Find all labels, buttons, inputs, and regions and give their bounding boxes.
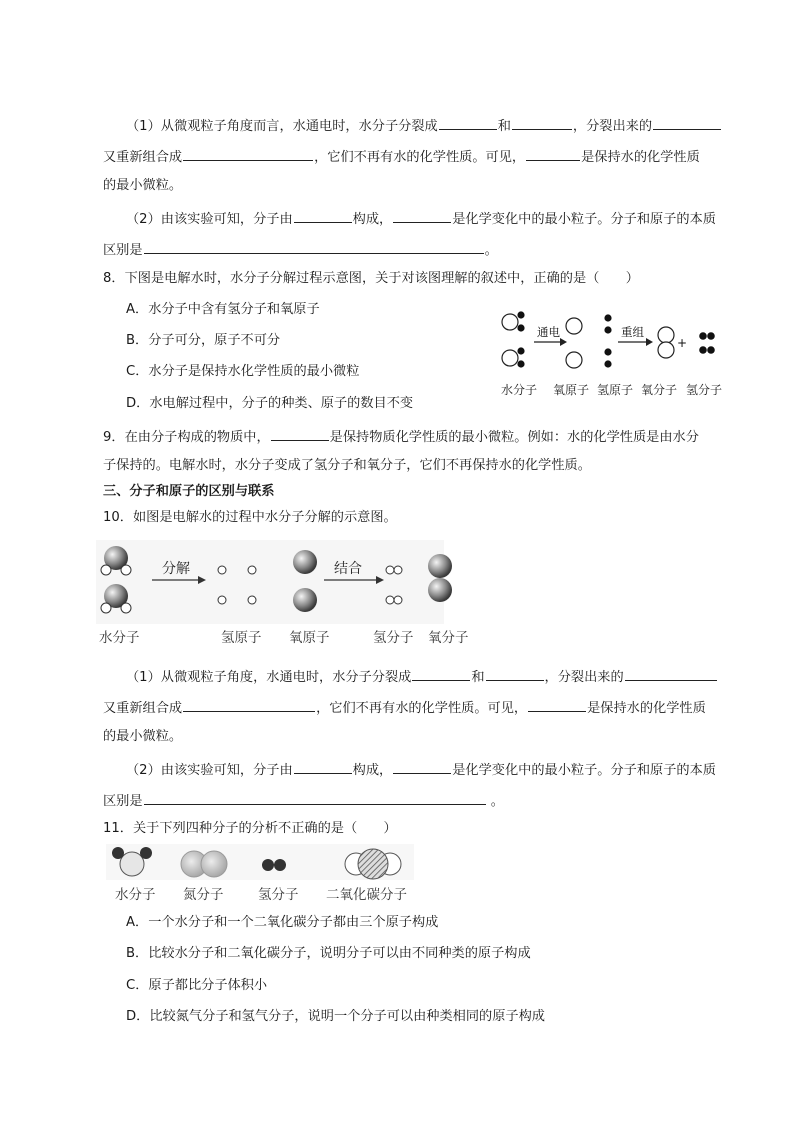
q10-label-oxygen-atom: 氧原子 (289, 630, 330, 646)
q7-part1-line3: 的最小微粒。 (103, 178, 183, 193)
hydrogen-atom-icon (218, 596, 226, 604)
water-molecule-diagram (502, 314, 518, 366)
arrow2-label: 结合 (334, 561, 362, 577)
q8-label-water-molecule: 水分子 (501, 383, 538, 397)
q7-part2-line2: 区别是 。 (103, 239, 498, 260)
nitrogen-atom-icon (201, 851, 227, 877)
oxygen-atom-icon (120, 852, 144, 876)
q8-label-oxygen-molecule: 氧分子 (641, 383, 678, 397)
answer-blank[interactable] (183, 697, 315, 712)
q8-label-hydrogen-molecule: 氢分子 (686, 383, 723, 397)
q10-label-oxygen-molecule: 氧分子 (428, 630, 469, 646)
q8-stem: 8．下图是电解水时，水分子分解过程示意图，关于对该图理解的叙述中，正确的是（ ） (103, 271, 639, 286)
oxygen-atom-icon (293, 550, 317, 574)
hydrogen-atom-icon (218, 566, 226, 574)
hydrogen-atom-icon (386, 566, 394, 574)
hydrogen-atom-diagram (604, 314, 611, 367)
answer-blank[interactable] (625, 666, 717, 681)
q10-stem: 10．如图是电解水的过程中水分子分解的示意图。 (103, 510, 397, 525)
hydrogen-atom-icon (248, 566, 256, 574)
carbon-atom-icon (358, 849, 388, 879)
q9-line2: 子保持的。电解水时，水分子变成了氢分子和氧分子，它们不再保持水的化学性质。 (103, 458, 591, 473)
answer-blank[interactable] (294, 208, 352, 223)
q8-option-a[interactable]: A．水分子中含有氢分子和氧原子 (126, 302, 320, 317)
hydrogen-atom-icon (394, 566, 402, 574)
hydrogen-atom-icon (386, 596, 394, 604)
answer-blank[interactable] (393, 208, 451, 223)
arrow2-label: 重组 (621, 325, 644, 339)
q11-stem: 11．关于下列四种分子的分析不正确的是（ ） (103, 821, 397, 836)
q11-option-d[interactable]: D．比较氮气分子和氢气分子，说明一个分子可以由种类相同的原子构成 (126, 1009, 545, 1024)
answer-blank[interactable] (144, 239, 484, 254)
q11-option-b[interactable]: B．比较水分子和二氧化碳分子，说明分子可以由不同种类的原子构成 (126, 946, 531, 961)
q10-electrolysis-figure (96, 540, 476, 640)
figure-background (96, 540, 444, 624)
answer-blank[interactable] (144, 790, 486, 805)
answer-blank[interactable] (412, 666, 470, 681)
answer-blank[interactable] (294, 759, 352, 774)
q10-label-hydrogen-atom: 氢原子 (221, 630, 262, 646)
oxygen-atom-icon (428, 578, 452, 602)
q11-label-nitrogen-molecule: 氮分子 (183, 887, 224, 903)
q8-label-oxygen-atom: 氧原子 (553, 383, 590, 397)
q10-part2-line2: 区别是 。 (103, 790, 504, 811)
q11-label-carbon-dioxide-molecule: 二氧化碳分子 (326, 887, 407, 903)
q10-part2-line1: （2）由该实验可知，分子由 构成， 是化学变化中的最小粒子。分子和原子的本质 (126, 759, 716, 780)
answer-blank[interactable] (526, 146, 580, 161)
section-3-heading: 三、分子和原子的区别与联系 (103, 484, 275, 499)
answer-blank[interactable] (183, 146, 313, 161)
hydrogen-molecule-diagram (699, 332, 715, 354)
hydrogen-atom-icon (262, 859, 274, 871)
hydrogen-atom-icon (140, 847, 152, 859)
q8-label-hydrogen-atom: 氢原子 (597, 383, 634, 397)
q8-option-b[interactable]: B．分子可分，原子不可分 (126, 333, 281, 348)
q10-label-water-molecule: 水分子 (99, 630, 140, 646)
q10-part1-line2: 又重新组合成 ，它们不再有水的化学性质。可见， 是保持水的化学性质 (103, 697, 706, 718)
arrow1-label: 分解 (162, 561, 190, 577)
answer-blank[interactable] (528, 697, 586, 712)
arrow1-label: 通电 (537, 325, 560, 339)
q9-line1: 9．在由分子构成的物质中， 是保持物质化学性质的最小微粒。例如：水的化学性质是由水分 (103, 426, 699, 447)
q8-option-c[interactable]: C．水分子是保持水化学性质的最小微粒 (126, 364, 360, 379)
q11-option-a[interactable]: A．一个水分子和一个二氧化碳分子都由三个原子构成 (126, 915, 439, 930)
answer-blank[interactable] (512, 115, 572, 130)
hydrogen-atom-icon (112, 847, 124, 859)
arrow-head-icon (646, 338, 653, 346)
hydrogen-atom-icon (248, 596, 256, 604)
hydrogen-atom-icon (394, 596, 402, 604)
q10-part1-line1: （1）从微观粒子角度，水通电时，水分子分裂成 和 ，分裂出来的 (126, 666, 718, 687)
arrow-head-icon (560, 338, 567, 346)
hydrogen-atom-icon (274, 859, 286, 871)
q11-option-c[interactable]: C．原子都比分子体积小 (126, 978, 268, 993)
q7-part1-line1: （1）从微观粒子角度而言，水通电时，水分子分裂成 和 ，分裂出来的 (126, 115, 722, 136)
oxygen-atom-diagram (566, 318, 582, 368)
q11-label-hydrogen-molecule: 氢分子 (258, 887, 299, 903)
answer-blank[interactable] (486, 666, 544, 681)
q7-part2-line1: （2）由该实验可知，分子由 构成， 是化学变化中的最小粒子。分子和原子的本质 (126, 208, 716, 229)
answer-blank[interactable] (653, 115, 721, 130)
q10-part1-line3: 的最小微粒。 (103, 729, 183, 744)
q11-label-water-molecule: 水分子 (115, 887, 156, 903)
q7-part1-line2: 又重新组合成 ，它们不再有水的化学性质。可见， 是保持水的化学性质 (103, 146, 700, 167)
plus-sign: + (677, 336, 688, 350)
answer-blank[interactable] (439, 115, 497, 130)
answer-blank[interactable] (271, 426, 329, 441)
q11-molecules-figure (106, 844, 426, 884)
hydrogen-atom-icon (101, 565, 111, 575)
hydrogen-atom-icon (121, 565, 131, 575)
q10-label-hydrogen-molecule: 氢分子 (373, 630, 414, 646)
hydrogen-atom-icon (101, 603, 111, 613)
oxygen-atom-icon (428, 554, 452, 578)
answer-blank[interactable] (393, 759, 451, 774)
hydrogen-atom-icon (121, 603, 131, 613)
oxygen-atom-icon (293, 588, 317, 612)
q8-option-d[interactable]: D．水电解过程中，分子的种类、原子的数目不变 (126, 396, 414, 411)
oxygen-molecule-diagram (658, 327, 674, 358)
